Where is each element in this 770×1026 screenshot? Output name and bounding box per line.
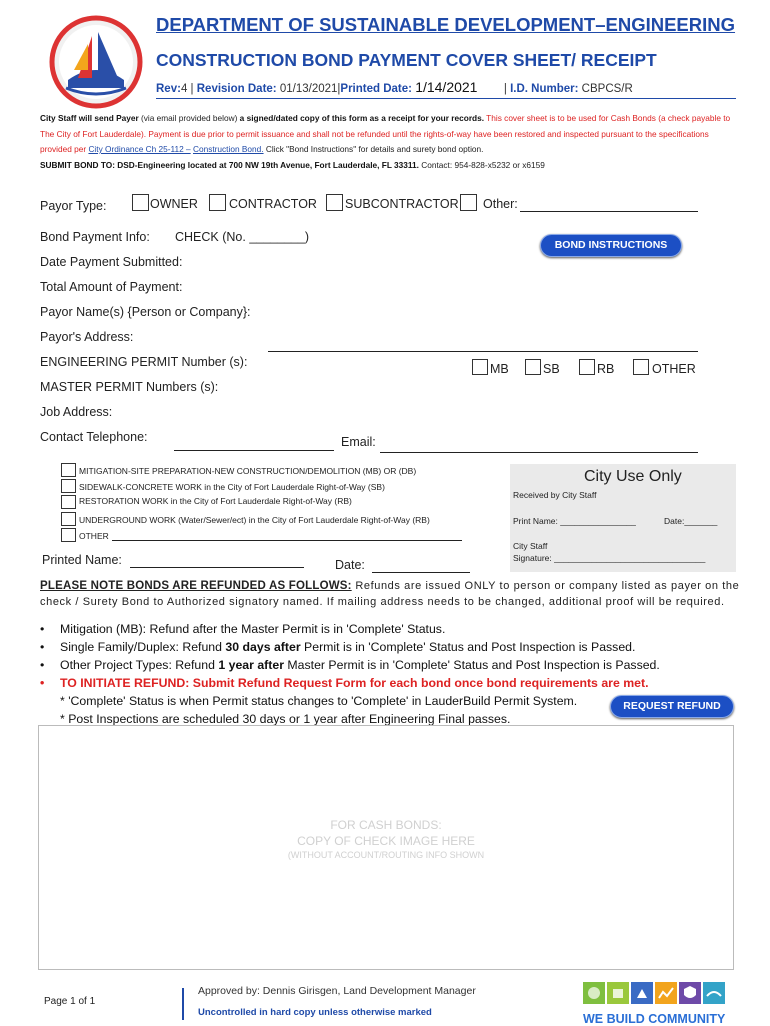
- engineering-permit-label: ENGINEERING PERMIT Number (s):: [40, 355, 248, 369]
- footer-divider: [182, 988, 184, 1020]
- initiate-refund-text: TO INITIATE REFUND: Submit Refund Request Form for each bond once bond requirements are met.: [60, 676, 649, 690]
- contact-telephone-label: Contact Telephone:: [40, 430, 148, 444]
- post-inspection-note: * Post Inspections are scheduled 30 days or 1 year after Engineering Final passes.: [60, 712, 511, 726]
- city-date-field[interactable]: Date:_______: [664, 516, 718, 526]
- refund-rule-emphasis: 1 year after: [218, 658, 284, 672]
- intro-bold-lead: City Staff will send Payer: [40, 113, 139, 123]
- sb-checkbox[interactable]: [525, 359, 541, 375]
- refund-rule-text: Other Project Types: Refund: [60, 658, 219, 672]
- rb-label: RB: [597, 362, 615, 376]
- printed-name-label: Printed Name:: [42, 553, 122, 567]
- revision-line: [156, 79, 633, 95]
- intro-bold-mid: a signed/dated copy of this form as a receipt for your records.: [239, 113, 485, 123]
- check-number-field[interactable]: CHECK (No. ________): [175, 230, 310, 244]
- work-type-label: OTHER: [79, 531, 109, 541]
- payor-type-label: Payor Type:: [40, 199, 107, 213]
- intro-red-text: This cover sheet is to be used for Cash Bonds (a check payable to The City of Fort Lauderdale). Payment is due prior to permit issuance and shall not be refunded until the rights-of-way have been restored and inspected pursuant to the specifications provided per: [40, 113, 731, 154]
- city-use-title: City Use Only: [584, 468, 682, 485]
- ordinance-link[interactable]: City Ordinance Ch 25-112 –: [88, 144, 191, 154]
- subcontractor-checkbox[interactable]: [326, 194, 343, 211]
- payor-address-label: Payor's Address:: [40, 330, 134, 344]
- contact-info: Contact: 954-828-x5232 or x6159: [418, 159, 545, 170]
- community-icons: [583, 980, 728, 1006]
- refund-rule-text: Permit is in 'Complete' Status and Post Inspection is Passed.: [300, 640, 636, 654]
- id-number-value: CBPCS/R: [581, 83, 633, 95]
- separator: |: [337, 83, 341, 95]
- form-title: CONSTRUCTION BOND PAYMENT COVER SHEET/ RECEIPT: [156, 50, 657, 70]
- work-type-checkbox[interactable]: [61, 528, 76, 542]
- work-type-label: RESTORATION WORK in the City of Fort Lauderdale Right-of-Way (RB): [79, 496, 352, 506]
- header-underline: [156, 98, 736, 99]
- intro-paragraph: [40, 111, 740, 173]
- print-name-field[interactable]: Print Name: ________________: [513, 516, 636, 526]
- owner-checkbox[interactable]: [132, 194, 149, 211]
- date-label: Date:: [335, 558, 365, 572]
- subcontractor-label: SUBCONTRACTOR: [345, 197, 459, 211]
- other-input[interactable]: [520, 211, 698, 212]
- refund-rule-text: Mitigation (MB): Refund after the Master Permit is in 'Complete' Status.: [60, 622, 446, 636]
- signature-label: City Staff: [513, 541, 548, 551]
- payor-address-input[interactable]: [268, 351, 698, 352]
- request-refund-button[interactable]: REQUEST REFUND: [610, 695, 734, 718]
- other-permit-label: OTHER: [652, 362, 696, 376]
- complete-status-note: * 'Complete' Status is when Permit status changes to 'Complete' in LauderBuild Permit System.: [60, 694, 578, 708]
- list-item: [40, 638, 740, 656]
- master-permit-label: MASTER PERMIT Numbers (s):: [40, 380, 219, 394]
- city-use-only-box: [510, 464, 736, 572]
- construction-bond-link[interactable]: Construction Bond.: [192, 144, 264, 154]
- revision-date-label: Revision Date:: [196, 83, 277, 95]
- job-address-label: Job Address:: [40, 405, 113, 419]
- owner-label: OWNER: [150, 197, 198, 211]
- intro-text: (via email provided below): [138, 113, 240, 123]
- list-item: [40, 656, 740, 674]
- check-image-title: FOR CASH BONDS:: [330, 818, 442, 832]
- separator: |: [503, 83, 507, 95]
- telephone-input[interactable]: [174, 450, 334, 451]
- rb-checkbox[interactable]: [579, 359, 595, 375]
- id-number-label: I.D. Number:: [510, 83, 579, 95]
- work-type-label: SIDEWALK-CONCRETE WORK in the City of Fort Lauderdale Right-of-Way (SB): [79, 482, 385, 492]
- bond-payment-label: Bond Payment Info:: [40, 230, 150, 244]
- approved-by: Approved by: Dennis Girisgen, Land Development Manager: [198, 985, 476, 997]
- work-type-checkbox[interactable]: [61, 495, 76, 509]
- refund-heading: PLEASE NOTE BONDS ARE REFUNDED AS FOLLOWS:: [40, 580, 352, 592]
- rev-label: Rev:: [156, 83, 181, 95]
- work-type-checkbox[interactable]: [61, 512, 76, 526]
- email-input[interactable]: [380, 452, 698, 453]
- list-item: [40, 674, 740, 692]
- contractor-label: CONTRACTOR: [229, 197, 317, 211]
- printed-date-value[interactable]: 1/14/2021: [415, 79, 478, 95]
- city-seal-logo: [48, 14, 144, 110]
- mb-label: MB: [490, 362, 509, 376]
- intro-text-2: Click "Bond Instructions" for details and surety bond option.: [263, 144, 484, 154]
- we-build-community-logo: [583, 980, 728, 1026]
- payor-names-label: Payor Name(s) {Person or Company}:: [40, 305, 251, 319]
- printed-name-input[interactable]: [130, 567, 304, 568]
- refund-rule-text: Single Family/Duplex: Refund: [60, 640, 226, 654]
- date-submitted-label: Date Payment Submitted:: [40, 255, 183, 269]
- work-type-label: UNDERGROUND WORK (Water/Sewer/ect) in the City of Fort Lauderdale Right-of-Way (RB): [79, 515, 430, 525]
- other-permit-checkbox[interactable]: [633, 359, 649, 375]
- refund-rule-emphasis: 30 days after: [225, 640, 301, 654]
- uncontrolled-notice: Uncontrolled in hard copy unless otherwise marked: [198, 1007, 432, 1018]
- check-image-subtitle: COPY OF CHECK IMAGE HERE: [297, 834, 475, 848]
- sb-label: SB: [543, 362, 560, 376]
- total-amount-label: Total Amount of Payment:: [40, 280, 183, 294]
- department-title: DEPARTMENT OF SUSTAINABLE DEVELOPMENT–ENGINEERING: [156, 14, 736, 35]
- refund-text: Refunds are issued ONLY to person or company listed as payer on the check / Surety Bond to Authorized signatory named. If mailing address needs to be changed, additional proof will be required.: [40, 580, 740, 608]
- refund-notice: [40, 578, 740, 610]
- revision-date-value: 01/13/2021: [279, 83, 338, 95]
- slogan: WE BUILD COMMUNITY: [583, 1012, 726, 1026]
- contractor-checkbox[interactable]: [209, 194, 226, 211]
- other-label: Other:: [483, 197, 518, 211]
- submit-bond-to: SUBMIT BOND TO: DSD-Engineering located at 700 NW 19th Avenue, Fort Lauderdale, FL 33311.: [40, 159, 419, 170]
- printed-date-label: Printed Date:: [340, 83, 412, 95]
- separator: |: [190, 83, 194, 95]
- received-by-label: Received by City Staff: [513, 490, 597, 500]
- date-input[interactable]: [372, 572, 470, 573]
- bond-instructions-button[interactable]: BOND INSTRUCTIONS: [540, 234, 682, 257]
- work-type-label: MITIGATION-SITE PREPARATION-NEW CONSTRUCTION/DEMOLITION (MB) OR (DB): [79, 466, 417, 476]
- page-number: Page 1 of 1: [44, 996, 96, 1007]
- refund-rule-text: Master Permit is in 'Complete' Status and Post Inspection is Passed.: [284, 658, 660, 672]
- work-type-checkbox[interactable]: [61, 463, 76, 477]
- other-work-input[interactable]: [112, 540, 462, 541]
- check-image-note: (WITHOUT ACCOUNT/ROUTING INFO SHOWN: [287, 850, 485, 860]
- other-checkbox[interactable]: [460, 194, 477, 211]
- list-item: [40, 620, 740, 638]
- signature-field[interactable]: Signature: ________________________________: [513, 553, 706, 563]
- email-label: Email:: [341, 435, 376, 449]
- rev-value: 4: [180, 83, 188, 95]
- mb-checkbox[interactable]: [472, 359, 488, 375]
- work-type-checkbox[interactable]: [61, 479, 76, 493]
